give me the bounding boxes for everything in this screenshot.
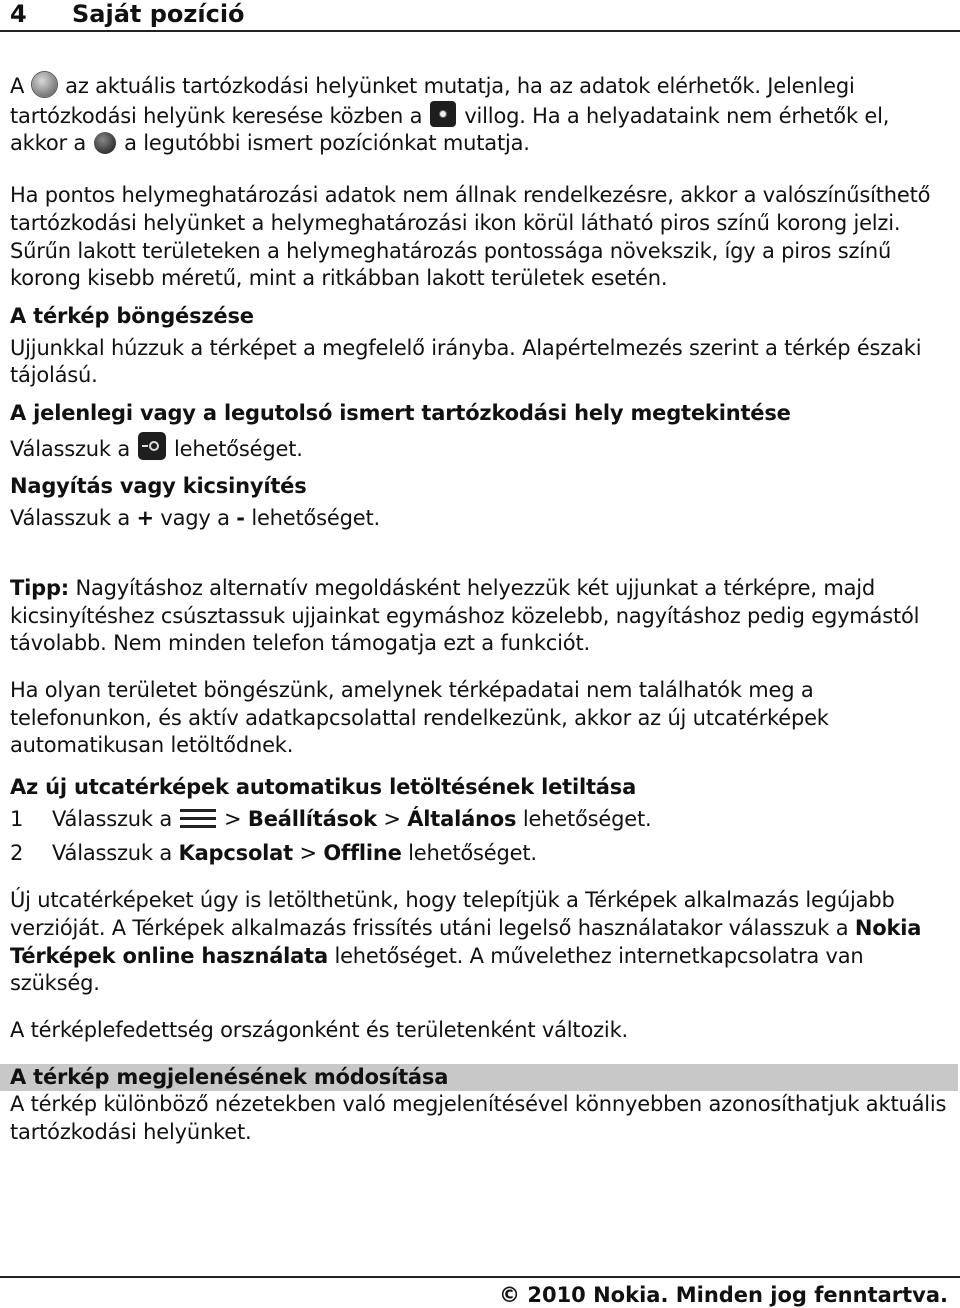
update-pre: Új utcatérképeket úgy is letölthetünk, hogy telepítjük a Térképek alkalmazás legújabb verzióját. A Térképek alkalmazás frissítés utáni legelső használatakor válasszuk a	[10, 888, 895, 940]
step-2-post: lehetőséget.	[408, 841, 537, 866]
view-text	[10, 432, 950, 464]
last-known-position-icon	[94, 132, 116, 154]
step-1-post: lehetőséget.	[522, 806, 652, 831]
chapter-header	[0, 0, 960, 32]
general-label: Általános	[407, 806, 517, 831]
zoom-pre: Válasszuk a	[10, 506, 131, 531]
offline-label: Offline	[323, 841, 402, 866]
chapter-number: 4	[10, 0, 27, 28]
step-1	[10, 806, 950, 834]
zoom-plus: +	[136, 506, 154, 531]
nokia-maps-online-label: Nokia Térképek online használata	[10, 915, 922, 968]
view-heading: A jelenlegi vagy a legutolsó ismert tartózkodási hely megtekintése	[10, 401, 791, 426]
view-post: lehetőséget.	[174, 436, 303, 461]
step-2-number: 2	[10, 841, 24, 866]
step-2-separator: >	[299, 841, 317, 866]
step-1-separator-1: >	[224, 806, 242, 831]
disable-heading: Az új utcatérképek automatikus letöltésének letiltása	[10, 775, 637, 800]
zoom-minus: -	[236, 506, 245, 531]
zoom-post: lehetőséget.	[251, 506, 380, 531]
intro-text-3: villog. Ha a helyadataink nem érhetők el, akkor a	[10, 103, 890, 156]
intro-text-4: a legutóbbi ismert pozíciónkat mutatja.	[124, 131, 530, 156]
page-content	[10, 72, 950, 1147]
locate-me-icon	[138, 432, 166, 460]
step-2	[10, 840, 950, 868]
tip-label: Tipp:	[10, 575, 69, 600]
coverage-paragraph: A térképlefedettség országonként és területenként változik.	[10, 1017, 629, 1042]
menu-icon	[180, 807, 216, 831]
zoom-text	[10, 505, 950, 533]
browse-heading: A térkép böngészése	[10, 303, 254, 328]
chapter-title: Saját pozíció	[72, 0, 245, 28]
step-1-pre: Válasszuk a	[52, 806, 173, 831]
update-post: lehetőséget. A művelethez internetkapcsolatra van szükség.	[10, 943, 864, 996]
position-indicator-icon	[32, 72, 57, 97]
intro-text-1: A	[10, 74, 25, 98]
step-1-number: 1	[10, 806, 24, 831]
zoom-heading: Nagyítás vagy kicsinyítés	[10, 474, 307, 499]
step-1-separator-2: >	[383, 806, 401, 831]
step-2-pre: Válasszuk a	[52, 841, 173, 866]
accuracy-paragraph: Ha pontos helymeghatározási adatok nem állnak rendelkezésre, akkor a valószínűsíthető tartózkodási helyünket a helymeghatározási ikon körül látható piros színű korong jelzi. Sűrűn lakott területeken a helymeghatározás pontossága növekszik, így a piros színű korong kisebb méretű, mint a ritkábban lakott területek esetén.	[10, 183, 931, 291]
download-paragraph: Ha olyan területet böngészünk, amelynek térképadatai nem találhatók meg a telefonunkon, és aktív adatkapcsolattal rendelkezünk, akkor az új utcatérképek automatikusan letöltődnek.	[10, 677, 829, 758]
footer-divider	[0, 1276, 960, 1278]
appearance-text: A térkép különböző nézetekben való megjelenítésével könnyebben azonosíthatjuk aktuális tartózkodási helyünket.	[10, 1092, 947, 1145]
appearance-heading: A térkép megjelenésének módosítása	[0, 1064, 958, 1092]
update-paragraph	[10, 887, 950, 998]
settings-label: Beállítások	[247, 806, 377, 831]
browse-text: Ujjunkkal húzzuk a térképet a megfelelő irányba. Alapértelmezés szerint a térkép északi tájolású.	[10, 335, 922, 388]
tip-paragraph	[10, 575, 950, 658]
tip-text: Nagyításhoz alternatív megoldásként helyezzük két ujjunkat a térképre, majd kicsinyítéshez csúsztassuk ujjainkat egymáshoz közelebb, nagyításhoz pedig egymástól távolabb. Nem minden telefon támogatja ezt a funkciót.	[10, 575, 920, 656]
intro-paragraph	[10, 72, 950, 158]
intro-text-2: az aktuális tartózkodási helyünket mutatja, ha az adatok elérhetők. Jelenlegi tartózkodási helyünk keresése közben a	[10, 74, 855, 128]
searching-indicator-icon	[430, 101, 456, 127]
zoom-mid: vagy a	[160, 506, 230, 531]
copyright-footer: © 2010 Nokia. Minden jog fenntartva.	[499, 1283, 948, 1307]
connection-label: Kapcsolat	[178, 841, 293, 866]
view-pre: Válasszuk a	[10, 436, 131, 461]
